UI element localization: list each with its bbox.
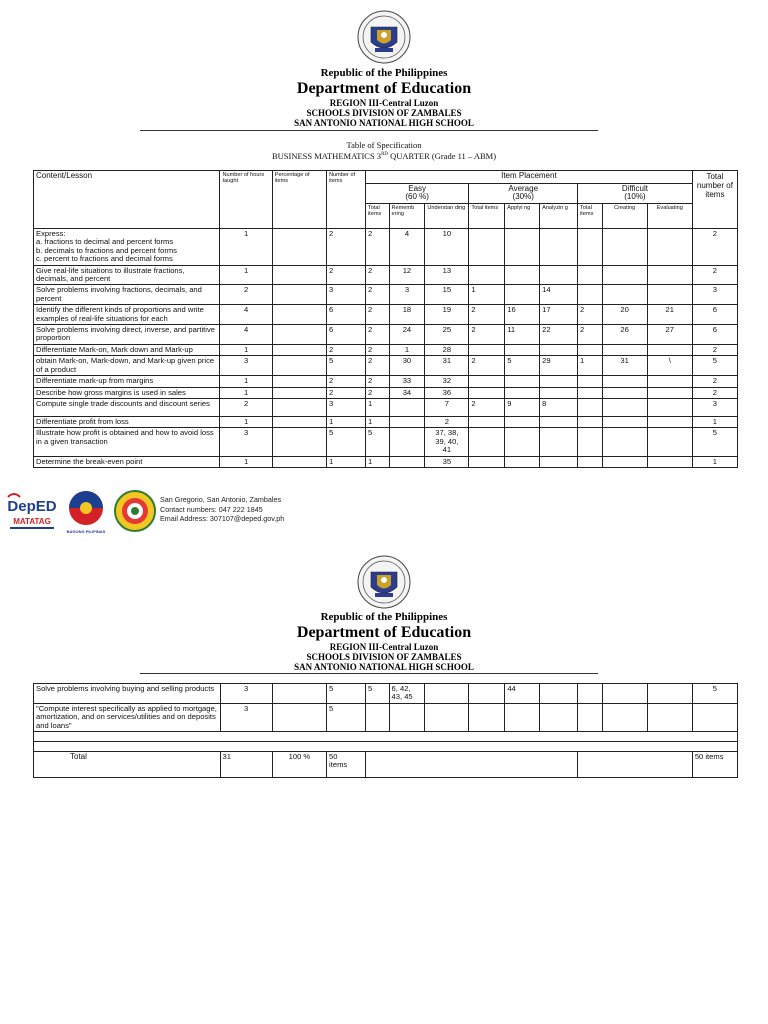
row-creating [602,684,647,704]
row-percentage [272,325,326,345]
row-easy-total: 2 [365,285,389,305]
row-difficult-total [578,376,603,387]
row-content: Differentiate mark-up from margins [34,376,220,387]
school-label: SAN ANTONIO NATIONAL HIGH SCHOOL [294,118,474,128]
easy-total-items-header: Total items [365,204,389,229]
row-total: 5 [692,684,737,704]
row-evaluating [647,684,692,704]
row-evaluating [647,285,692,305]
table-row [34,456,738,467]
row-percentage [272,684,326,704]
row-analyzing: 29 [540,356,578,376]
row-understanding: 13 [425,265,469,285]
row-percentage [272,344,326,355]
table-row [34,265,738,285]
row-total: 1 [692,456,737,467]
row-content: Solve problems involving direct, inverse, and partitive proportion [34,325,220,345]
row-evaluating [647,703,692,731]
row-analyzing [540,684,578,704]
row-difficult-total [578,229,603,266]
row-hours: 1 [220,456,272,467]
table-row [34,285,738,305]
row-average-total: 2 [469,356,505,376]
row-items: 5 [327,428,366,456]
tos-table-page2 [33,683,738,778]
row-average-total [469,428,505,456]
row-content: Solve problems involving fractions, decimals, and percent [34,285,220,305]
row-remembering: 4 [389,229,425,266]
row-items: 5 [327,703,366,731]
total-total: 50 items [692,752,737,778]
footer-contact-block [160,495,284,524]
row-hours: 3 [220,703,272,731]
table-row [34,428,738,456]
row-total: 6 [692,305,737,325]
school-seal-logo [114,490,156,532]
row-total: 2 [692,265,737,285]
row-percentage [272,387,326,398]
row-evaluating [647,229,692,266]
col-percentage-header: Percentage of items [272,171,326,229]
row-items: 1 [327,456,366,467]
row-applying [505,703,540,731]
row-evaluating: 27 [647,325,692,345]
row-hours: 2 [220,285,272,305]
row-understanding: 19 [425,305,469,325]
row-difficult-total [578,703,603,731]
row-percentage [272,456,326,467]
row-average-total: 1 [469,285,505,305]
row-creating [602,376,647,387]
row-average-total: 2 [469,325,505,345]
row-remembering: 1 [389,344,425,355]
row-total: 5 [692,428,737,456]
row-average-total: 2 [469,305,505,325]
understanding-header: Understan ding [425,204,469,229]
row-total: 2 [692,376,737,387]
row-average-total [469,684,505,704]
row-content: Solve problems involving buying and selling products [34,684,221,704]
header-divider [140,130,598,131]
row-percentage [272,428,326,456]
row-difficult-total: 1 [578,356,603,376]
row-total: 2 [692,387,737,398]
deped-matatag-logo [6,491,58,535]
row-remembering [389,416,425,427]
row-percentage [272,398,326,416]
row-items: 2 [327,387,366,398]
row-average-total [469,416,505,427]
row-easy-total: 1 [365,416,389,427]
table-row [34,376,738,387]
row-percentage [272,376,326,387]
deped-seal-logo-page2 [357,555,411,609]
table-row [34,356,738,376]
row-items: 1 [327,416,366,427]
row-easy-total: 1 [365,456,389,467]
total-label: Total [34,752,221,778]
table-row [34,344,738,355]
division-label: SCHOOLS DIVISION OF ZAMBALES [306,108,462,118]
row-total: 5 [692,356,737,376]
row-remembering [389,428,425,456]
division-label-page2: SCHOOLS DIVISION OF ZAMBALES [306,652,462,662]
row-analyzing [540,456,578,467]
row-remembering: 34 [389,387,425,398]
republic-label-page2: Republic of the Philippines [320,611,448,623]
row-difficult-total [578,387,603,398]
row-understanding: 31 [425,356,469,376]
row-difficult-total [578,344,603,355]
row-items: 5 [327,684,366,704]
footer-email[interactable]: Email Address: 307107@deped.gov.ph [160,514,285,524]
row-analyzing: 14 [540,285,578,305]
row-analyzing [540,344,578,355]
row-evaluating [647,416,692,427]
row-items: 6 [327,305,366,325]
row-content: Describe how gross margins is used in sales [34,387,220,398]
evaluating-header: Evaluating [647,204,692,229]
col-content-header: Content/Lesson [34,171,220,229]
department-title-page2: Department of Education [296,624,472,641]
row-applying: 9 [505,398,540,416]
row-remembering: 30 [389,356,425,376]
empty-row [34,732,738,742]
row-evaluating [647,398,692,416]
row-evaluating [647,344,692,355]
table-row [34,229,738,266]
row-creating [602,265,647,285]
row-easy-total [365,703,389,731]
row-difficult-total [578,265,603,285]
row-total: 3 [692,285,737,305]
row-creating [602,387,647,398]
department-title: Department of Education [296,80,472,97]
row-analyzing: 22 [540,325,578,345]
total-row [34,752,738,778]
table-row [34,325,738,345]
row-analyzing [540,703,578,731]
row-hours: 3 [220,428,272,456]
svg-text:BAGONG PILIPINAS: BAGONG PILIPINAS [66,529,106,534]
row-understanding: 36 [425,387,469,398]
row-items: 5 [327,356,366,376]
row-difficult-total [578,416,603,427]
total-easy-average-cell [365,752,577,778]
row-understanding: 25 [425,325,469,345]
row-content: Compute single trade discounts and discount series [34,398,220,416]
remembering-header: Rememb ering [389,204,425,229]
row-applying: 11 [505,325,540,345]
row-items: 2 [327,376,366,387]
row-easy-total: 1 [365,398,389,416]
row-understanding: 15 [425,285,469,305]
row-total: 1 [692,416,737,427]
row-hours: 1 [220,376,272,387]
row-hours: 3 [220,356,272,376]
row-items: 2 [327,265,366,285]
row-percentage [272,305,326,325]
row-understanding: 28 [425,344,469,355]
row-easy-total: 2 [365,325,389,345]
svg-text:MATATAG: MATATAG [13,517,51,526]
deped-seal-logo [357,10,411,64]
row-total: 2 [692,344,737,355]
row-average-total: 2 [469,398,505,416]
difficult-header: Difficult (10%) [578,184,693,204]
row-applying [505,265,540,285]
row-applying [505,416,540,427]
republic-label: Republic of the Philippines [320,67,448,79]
row-remembering: 18 [389,305,425,325]
row-creating: 31 [602,356,647,376]
row-total: 2 [692,229,737,266]
row-content: Identify the different kinds of proportions and write examples of real-life situations for each [34,305,220,325]
row-percentage [272,265,326,285]
row-total: 3 [692,398,737,416]
row-understanding: 32 [425,376,469,387]
average-total-items-header: Total items [469,204,505,229]
analyzing-header: Analyzin g [540,204,578,229]
row-understanding: 2 [425,416,469,427]
row-remembering [389,456,425,467]
row-applying [505,387,540,398]
row-hours: 4 [220,325,272,345]
row-remembering: 12 [389,265,425,285]
row-creating [602,428,647,456]
row-remembering: 3 [389,285,425,305]
row-average-total [469,344,505,355]
row-creating: 20 [602,305,647,325]
table-row [34,387,738,398]
row-easy-total: 2 [365,344,389,355]
row-evaluating [647,428,692,456]
row-items: 3 [327,398,366,416]
row-difficult-total [578,456,603,467]
row-average-total [469,265,505,285]
row-creating [602,344,647,355]
row-creating [602,703,647,731]
empty-row [34,742,738,752]
row-evaluating [647,376,692,387]
row-analyzing [540,416,578,427]
row-average-total [469,703,505,731]
item-placement-header: Item Placement [365,171,692,184]
row-remembering: 24 [389,325,425,345]
creating-header: Creating [602,204,647,229]
row-total: 6 [692,325,737,345]
difficult-total-items-header: Total items [578,204,603,229]
tos-subject: BUSINESS MATHEMATICS 3RD QUARTER (Grade 11 – ABM) [271,150,497,161]
total-items: 50 items [327,752,366,778]
row-creating [602,456,647,467]
row-analyzing: 17 [540,305,578,325]
row-hours: 1 [220,265,272,285]
row-evaluating [647,265,692,285]
row-content: Give real-life situations to illustrate fractions, decimals, and percent [34,265,220,285]
row-evaluating [647,387,692,398]
row-understanding: 7 [425,398,469,416]
row-understanding [425,684,469,704]
row-analyzing [540,265,578,285]
row-average-total [469,376,505,387]
school-label-page2: SAN ANTONIO NATIONAL HIGH SCHOOL [294,662,474,672]
row-remembering [389,398,425,416]
row-average-total [469,387,505,398]
row-percentage [272,703,326,731]
row-understanding: 37, 38, 39, 40, 41 [425,428,469,456]
row-understanding: 10 [425,229,469,266]
row-understanding: 35 [425,456,469,467]
row-applying [505,344,540,355]
row-applying [505,285,540,305]
table-row [34,398,738,416]
row-analyzing [540,387,578,398]
row-remembering: 6, 42, 43, 45 [389,684,425,704]
row-creating [602,229,647,266]
row-content: Illustrate how profit is obtained and how to avoid loss in a given transaction [34,428,220,456]
header-divider-page2 [140,673,598,674]
total-percentage: 100 % [272,752,326,778]
row-evaluating [647,456,692,467]
row-applying [505,229,540,266]
row-creating: 26 [602,325,647,345]
row-easy-total: 2 [365,229,389,266]
row-understanding [425,703,469,731]
row-easy-total: 2 [365,305,389,325]
row-analyzing: 8 [540,398,578,416]
row-average-total [469,229,505,266]
table-row [34,703,738,731]
tos-title: Table of Specification [346,140,422,150]
row-hours: 1 [220,229,272,266]
row-creating [602,398,647,416]
total-difficult-cell [578,752,693,778]
footer-contact: Contact numbers: 047 222 1845 [160,504,263,514]
row-percentage [272,416,326,427]
table-row [34,416,738,427]
row-difficult-total: 2 [578,325,603,345]
row-difficult-total: 2 [578,305,603,325]
row-evaluating: 21 [647,305,692,325]
footer-address: San Gregorio, San Antonio, Zambales [160,495,282,504]
row-applying: 16 [505,305,540,325]
row-easy-total: 2 [365,376,389,387]
row-items: 3 [327,285,366,305]
row-easy-total: 2 [365,356,389,376]
row-applying: 5 [505,356,540,376]
row-average-total [469,456,505,467]
region-label: REGION III-Central Luzon [329,98,439,108]
row-difficult-total [578,684,603,704]
row-content: Differentiate profit from loss [34,416,220,427]
row-hours: 4 [220,305,272,325]
row-items: 6 [327,325,366,345]
row-easy-total: 5 [365,684,389,704]
tos-table [33,170,738,468]
col-hours-header: Number of hours taught [220,171,272,229]
row-hours: 1 [220,416,272,427]
row-creating [602,285,647,305]
row-percentage [272,285,326,305]
applying-header: Applyi ng [505,204,540,229]
row-applying: 44 [505,684,540,704]
row-evaluating: \ [647,356,692,376]
row-percentage [272,229,326,266]
row-remembering: 33 [389,376,425,387]
table-row [34,684,738,704]
row-applying [505,428,540,456]
row-content: obtain Mark-on, Mark-down, and Mark-up given price of a product [34,356,220,376]
row-difficult-total [578,285,603,305]
row-items: 2 [327,344,366,355]
average-header: Average (30%) [469,184,578,204]
row-difficult-total [578,428,603,456]
row-content: Determine the break-even point [34,456,220,467]
row-creating [602,416,647,427]
row-hours: 1 [220,344,272,355]
row-remembering [389,703,425,731]
col-number-items-header: Number of items [327,171,366,229]
row-easy-total: 2 [365,265,389,285]
row-hours: 2 [220,398,272,416]
row-difficult-total [578,398,603,416]
row-content: "Compute interest specifically as applied to mortgage, amortization, and on services/utilities and on deposits and loans" [34,703,221,731]
row-easy-total: 5 [365,428,389,456]
row-analyzing [540,229,578,266]
row-easy-total: 2 [365,387,389,398]
bagong-pilipinas-logo [64,489,108,535]
table-row [34,305,738,325]
row-applying [505,456,540,467]
row-hours: 1 [220,387,272,398]
row-items: 2 [327,229,366,266]
row-percentage [272,356,326,376]
row-content: Differentiate Mark-on, Mark down and Mark-up [34,344,220,355]
col-total-header: Total number of items [692,171,737,229]
page-footer [0,487,768,537]
row-hours: 3 [220,684,272,704]
easy-header: Easy (60 %) [365,184,468,204]
total-hours: 31 [220,752,272,778]
row-content: Express: a. fractions to decimal and percent forms b. decimals to fractions and percent forms c. percent to fractions and decimal forms [34,229,220,266]
svg-text:DepED: DepED [7,498,57,515]
row-applying [505,376,540,387]
row-analyzing [540,428,578,456]
row-analyzing [540,376,578,387]
region-label-page2: REGION III-Central Luzon [329,642,439,652]
row-total [692,703,737,731]
